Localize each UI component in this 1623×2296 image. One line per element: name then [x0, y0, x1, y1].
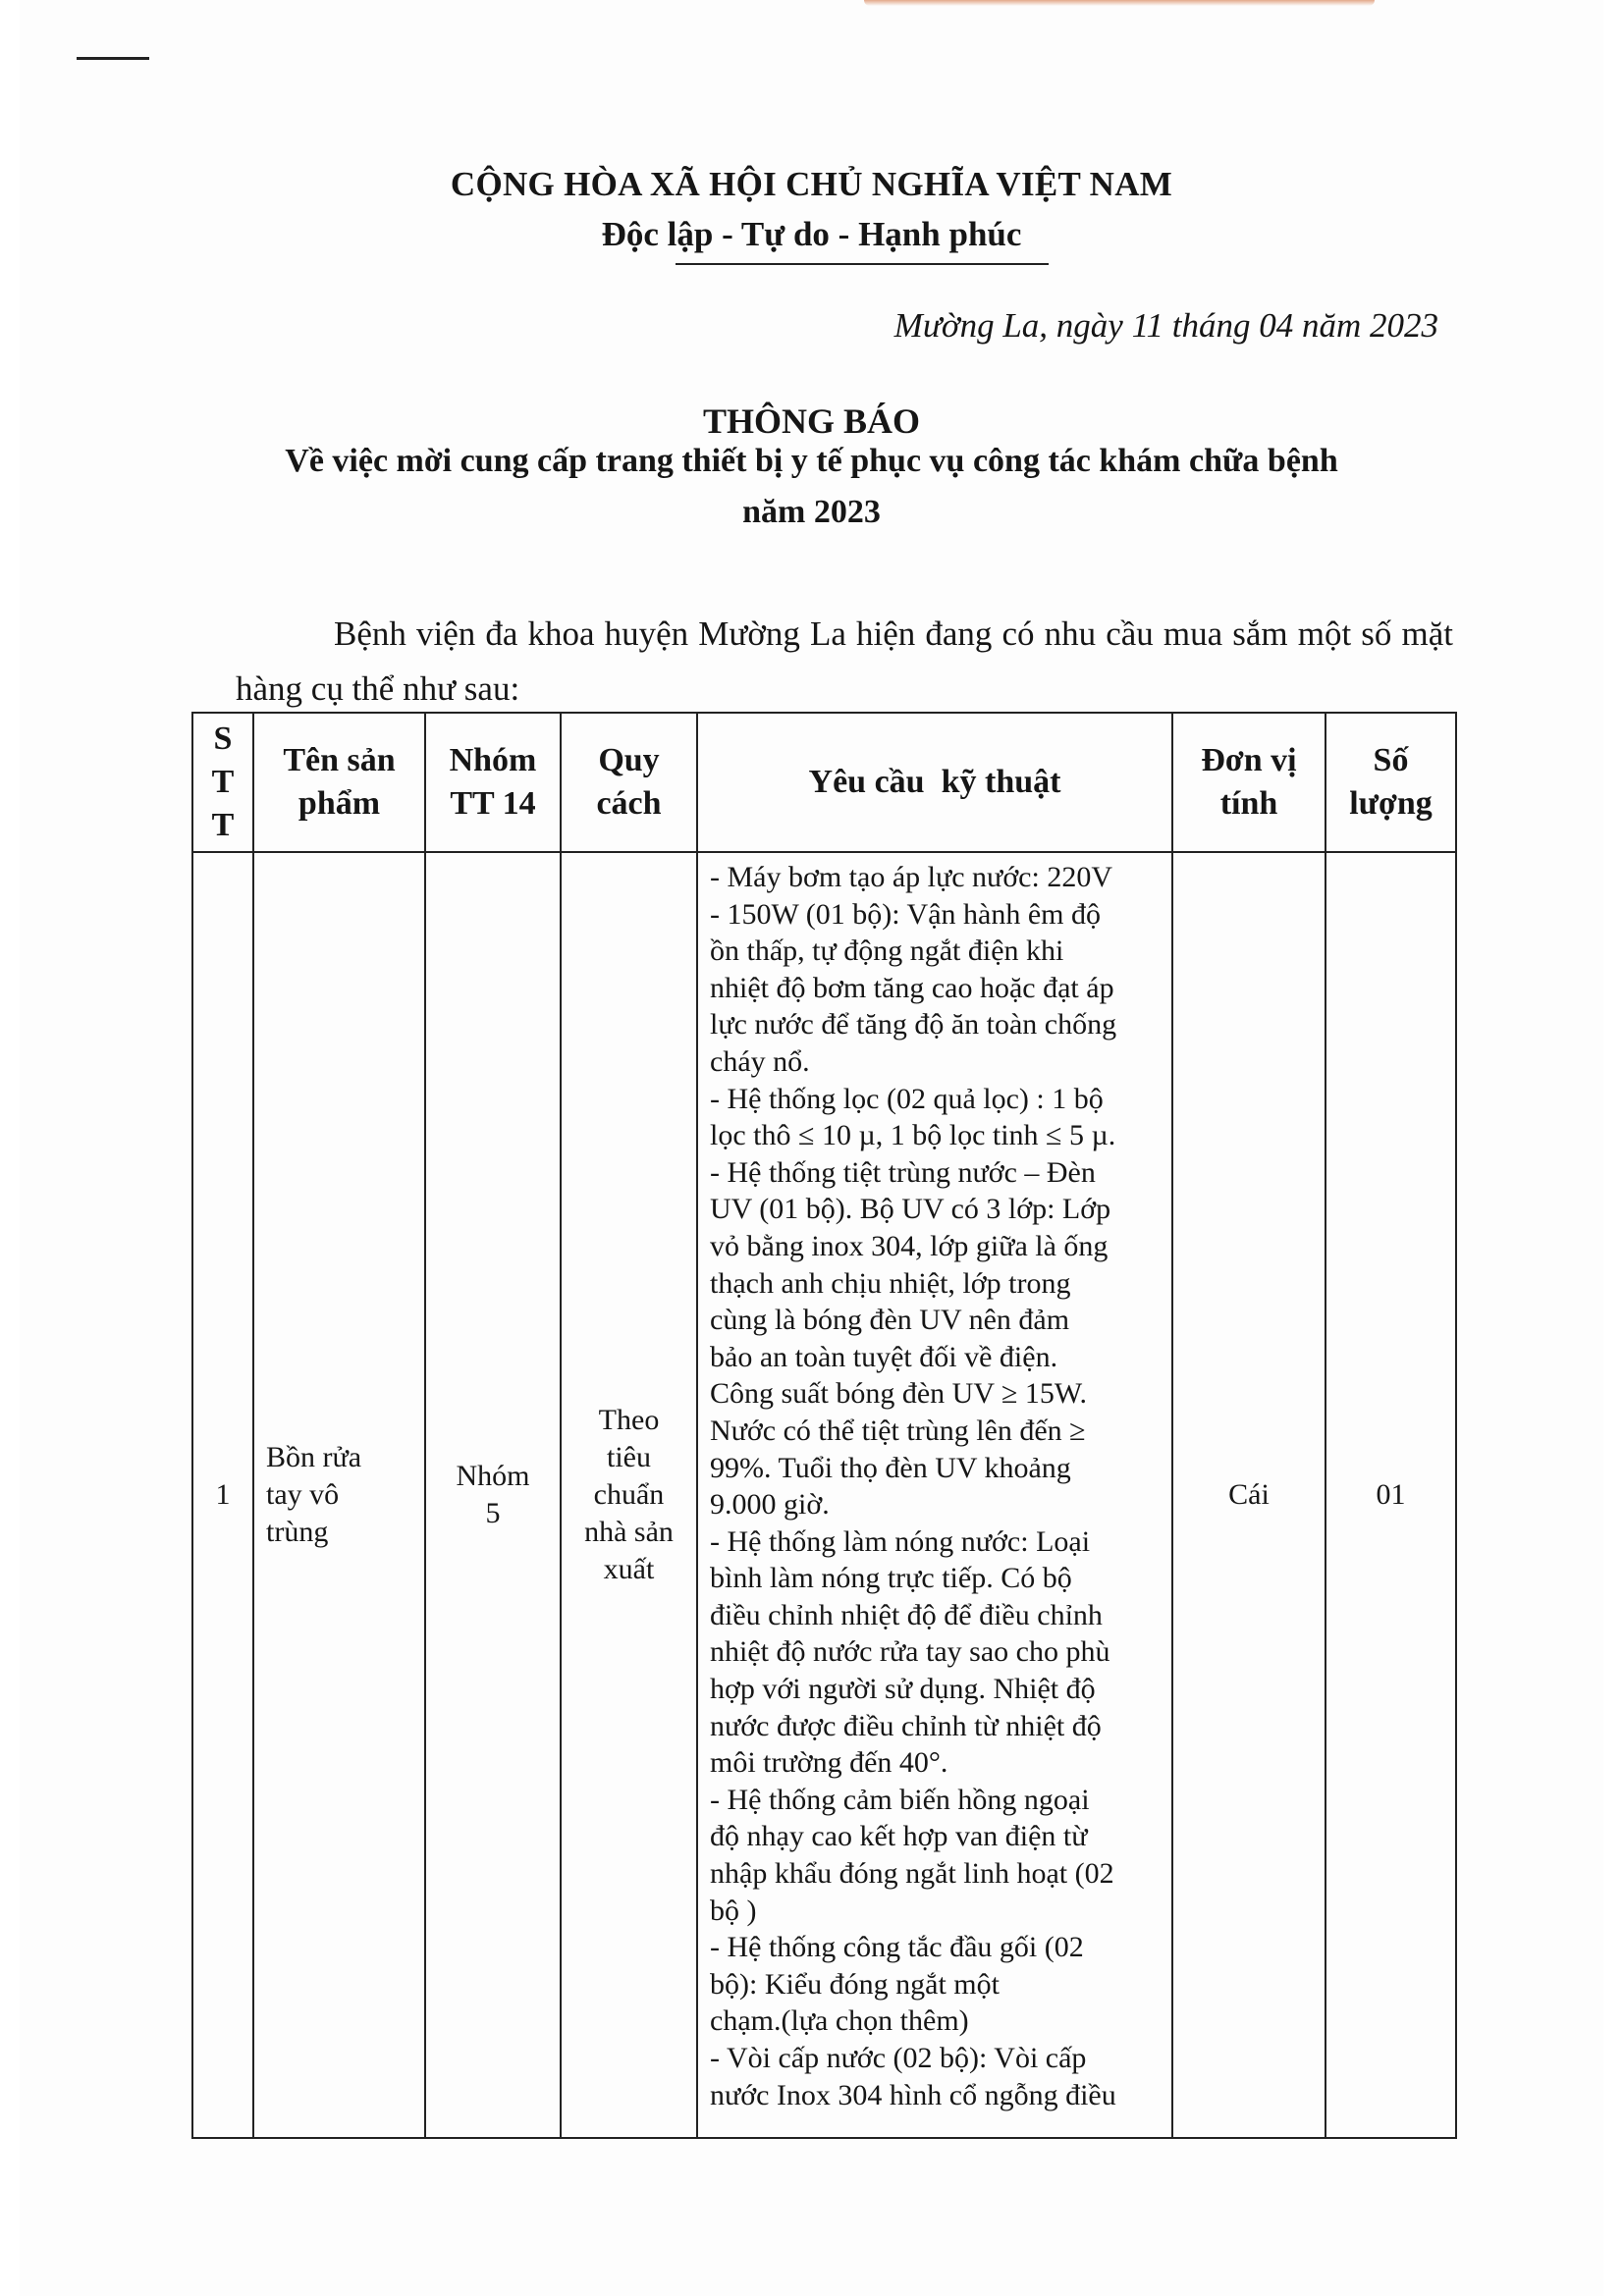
header-stt — [192, 713, 253, 852]
requirement-line: UV (01 bộ). Bộ UV có 3 lớp: Lớp — [710, 1193, 1111, 1226]
requirement-line: nước được điều chỉnh từ nhiệt độ — [710, 1709, 1102, 1742]
notice-subtitle-line-2: năm 2023 — [742, 494, 881, 530]
national-motto: Độc lập - Tự do - Hạnh phúc — [601, 215, 1022, 253]
requirement-line: - Hệ thống công tắc đầu gối (02 — [710, 1931, 1084, 1964]
intro-paragraph: Bệnh viện đa khoa huyện Mường La hiện đang có nhu cầu mua sắm một số mặt hàng cụ thể như sau: — [236, 614, 1453, 708]
requirement-line: bộ ) — [710, 1894, 757, 1927]
requirement-line: 9.000 giờ. — [710, 1488, 830, 1522]
requirement-line: Nước có thể tiệt trùng lên đến ≥ — [710, 1414, 1086, 1447]
requirement-line: - Hệ thống cảm biến hồng ngoại — [710, 1783, 1090, 1816]
national-title: CỘNG HÒA XÃ HỘI CHỦ NGHĨA VIỆT NAM — [450, 165, 1173, 203]
equipment-table — [191, 712, 1457, 2139]
cell-group — [425, 852, 561, 2138]
requirement-line: ồn thấp, tự động ngắt điện khi — [710, 934, 1064, 968]
header-group-line: Nhóm — [449, 742, 537, 778]
cell-spec-line: Theo — [598, 1404, 660, 1436]
requirement-line: nước Inox 304 hình cổ ngỗng điều — [710, 2078, 1116, 2111]
requirement-line: vỏ bằng inox 304, lớp giữa là ống — [710, 1229, 1109, 1262]
cell-spec-line: xuất — [603, 1553, 655, 1585]
cell-spec-line: nhà sản — [584, 1516, 674, 1548]
notice-title: THÔNG BÁO — [702, 401, 921, 441]
requirement-line: - Vòi cấp nước (02 bộ): Vòi cấp — [710, 2042, 1087, 2074]
cell-spec-line: chuẩn — [593, 1478, 665, 1511]
header-unit-line: tính — [1219, 785, 1278, 822]
requirement-line: cùng là bóng đèn UV nên đảm — [710, 1304, 1070, 1337]
notice-subtitle — [0, 436, 1623, 538]
header-product — [253, 713, 425, 852]
cell-group-line: Nhóm — [456, 1460, 530, 1492]
requirement-line: môi trường đến 40°. — [710, 1746, 948, 1780]
header-quantity — [1325, 713, 1456, 852]
requirement-line: nhiệt độ bơm tăng cao hoặc đạt áp — [710, 971, 1114, 1004]
table-row — [192, 852, 1456, 2138]
place-date: Mường La, ngày 11 tháng 04 năm 2023 — [893, 306, 1438, 345]
requirement-line: - Hệ thống tiệt trùng nước – Đèn — [710, 1155, 1096, 1189]
cell-product-line: trùng — [266, 1516, 329, 1548]
scan-mark — [77, 57, 149, 60]
requirement-line: bình làm nóng trực tiếp. Có bộ — [710, 1562, 1072, 1595]
header-spec-line: cách — [596, 785, 662, 822]
requirement-line: lực nước để tăng độ ăn toàn chống — [710, 1008, 1117, 1041]
cell-quantity: 01 — [1325, 852, 1456, 2138]
cell-group-line: 5 — [485, 1497, 501, 1529]
requirement-line: - 150W (01 bộ): Vận hành êm độ — [710, 897, 1101, 931]
cell-unit: Cái — [1172, 852, 1325, 2138]
header-group — [425, 713, 561, 852]
requirement-line: - Hệ thống lọc (02 quả lọc) : 1 bộ — [710, 1082, 1104, 1115]
requirement-line: nhập khẩu đóng ngắt linh hoạt (02 — [710, 1857, 1114, 1891]
cell-stt: 1 — [192, 852, 253, 2138]
requirement-line: - Máy bơm tạo áp lực nước: 220V — [710, 861, 1112, 893]
requirement-line: bảo an toàn tuyệt đối về điện. — [710, 1340, 1058, 1373]
requirement-line: - Hệ thống làm nóng nước: Loại — [710, 1524, 1091, 1558]
cell-requirements — [697, 852, 1172, 2138]
requirement-line: chạm.(lựa chọn thêm) — [710, 2004, 969, 2038]
requirement-line: Công suất bóng đèn UV ≥ 15W. — [710, 1377, 1087, 1411]
cell-spec-line: tiêu — [607, 1441, 651, 1473]
cell-product — [253, 852, 425, 2138]
header-quantity-line: lượng — [1349, 785, 1433, 822]
requirement-line: hợp với người sử dụng. Nhiệt độ — [710, 1673, 1096, 1706]
cell-product-line: tay vô — [266, 1478, 340, 1511]
scan-edge-artifact — [864, 0, 1375, 6]
motto-underline — [676, 263, 1049, 265]
requirement-line: cháy nổ. — [710, 1044, 810, 1078]
requirement-line: nhiệt độ nước rửa tay sao cho phù — [710, 1635, 1110, 1669]
header-spec-line: Quy — [598, 742, 660, 778]
header-requirements: Yêu cầu kỹ thuật — [697, 713, 1172, 852]
header-stt-line: T — [211, 764, 235, 800]
cell-product-line: Bồn rửa — [266, 1441, 362, 1473]
header-product-line: phẩm — [298, 785, 381, 822]
header-product-line: Tên sản — [283, 742, 396, 778]
header-unit-line: Đơn vị — [1201, 742, 1297, 778]
header-unit — [1172, 713, 1325, 852]
header-quantity-line: Số — [1373, 742, 1409, 778]
header-stt-line: S — [213, 721, 233, 757]
cell-spec — [561, 852, 697, 2138]
notice-subtitle-line-1: Về việc mời cung cấp trang thiết bị y tế phục vụ công tác khám chữa bệnh — [285, 443, 1338, 479]
table-header-row — [192, 713, 1456, 852]
requirement-line: điều chỉnh nhiệt độ để điều chỉnh — [710, 1598, 1103, 1631]
requirement-line: 99%. Tuổi thọ đèn UV khoảng — [710, 1451, 1071, 1484]
header-group-line: TT 14 — [450, 785, 536, 822]
requirement-line: bộ): Kiểu đóng ngắt một — [710, 1967, 1000, 2001]
header-spec — [561, 713, 697, 852]
requirement-line: lọc thô ≤ 10 µ, 1 bộ lọc tinh ≤ 5 µ. — [710, 1119, 1116, 1152]
requirement-line: độ nhạy cao kết hợp van điện từ — [710, 1820, 1088, 1853]
requirement-line: thạch anh chịu nhiệt, lớp trong — [710, 1266, 1071, 1300]
header-stt-line: T — [211, 807, 235, 843]
